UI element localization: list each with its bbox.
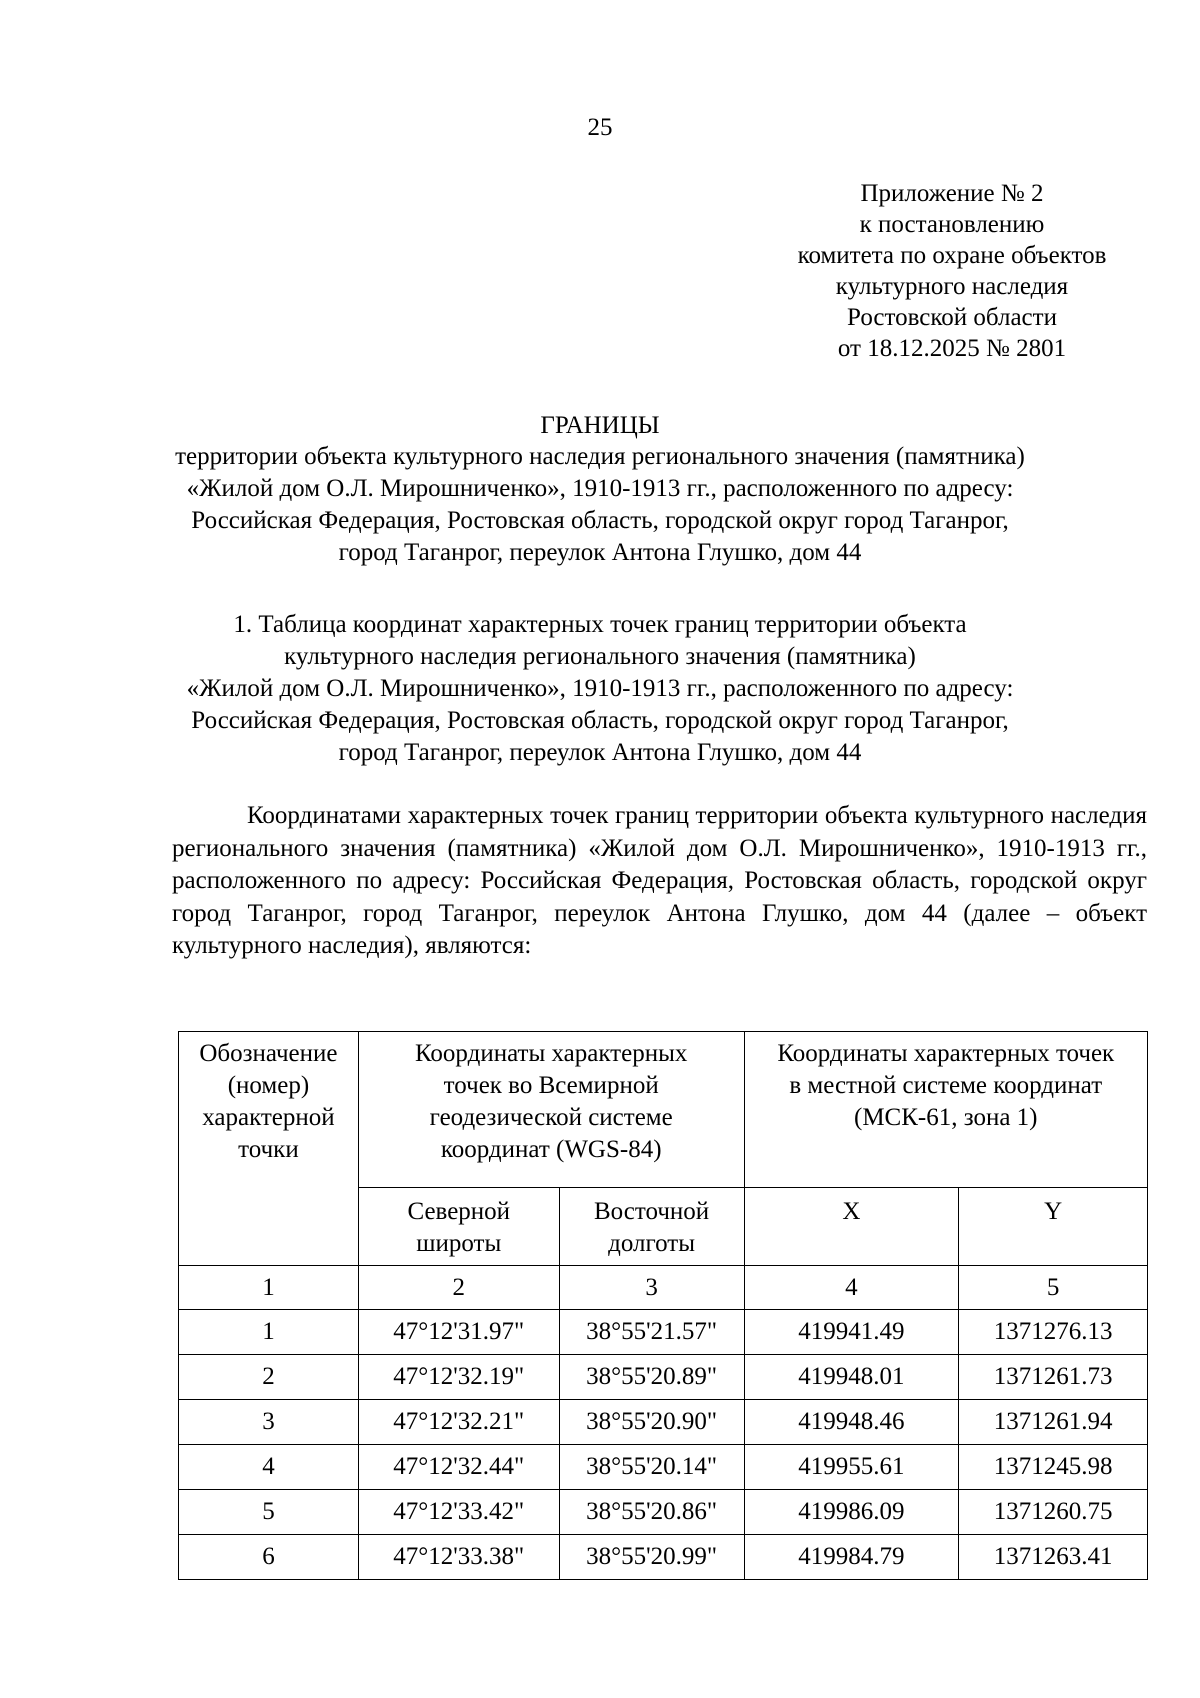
point-number: 2 xyxy=(179,1355,359,1400)
section-heading-line: город Таганрог, переулок Антона Глушко, дом 44 xyxy=(338,739,862,766)
y-coordinate: 1371261.94 xyxy=(959,1400,1148,1445)
point-number: 4 xyxy=(179,1445,359,1490)
east-longitude: 38°55'20.14" xyxy=(559,1445,744,1490)
intro-paragraph: Координатами характерных точек границ территории объекта культурного наследия регионального значения (памятника) «Жилой дом О.Л. Мирошниченко», 1910-1913 гг., расположенного по адресу: Российская Федерация, Ростовская область, городской округ город Таганрог, город Таганрог, переулок Антона Глушко, дом 44 (далее – объект культурного наследия), являются: xyxy=(172,802,1147,959)
appendix-line: комитета по охране объектов xyxy=(797,242,1107,269)
column-number-row xyxy=(179,1266,1148,1310)
appendix-line: от 18.12.2025 № 2801 xyxy=(837,335,1067,362)
north-latitude: 47°12'31.97" xyxy=(358,1310,559,1355)
table-header-row xyxy=(179,1032,1148,1188)
appendix-line: к постановлению xyxy=(859,211,1045,238)
east-longitude: 38°55'20.99" xyxy=(559,1535,744,1580)
north-latitude: 47°12'32.21" xyxy=(358,1400,559,1445)
appendix-line: Приложение № 2 xyxy=(860,180,1044,207)
header-wgs84: Координаты характерных точек во Всемирной геодезической системе координат (WGS-84) xyxy=(358,1032,744,1188)
y-coordinate: 1371276.13 xyxy=(959,1310,1148,1355)
table-row xyxy=(179,1535,1148,1580)
section-heading-line: Российская Федерация, Ростовская область, городской округ город Таганрог, xyxy=(191,707,1009,734)
subtitle-line: Российская Федерация, Ростовская область, городской округ город Таганрог, xyxy=(191,507,1009,534)
y-coordinate: 1371260.75 xyxy=(959,1490,1148,1535)
north-latitude: 47°12'32.19" xyxy=(358,1355,559,1400)
east-longitude: 38°55'20.86" xyxy=(559,1490,744,1535)
section-heading xyxy=(150,609,1050,769)
subtitle-line: территории объекта культурного наследия регионального значения (памятника) xyxy=(175,443,1025,470)
x-coordinate: 419955.61 xyxy=(744,1445,959,1490)
x-coordinate: 419948.46 xyxy=(744,1400,959,1445)
y-coordinate: 1371263.41 xyxy=(959,1535,1148,1580)
column-number: 5 xyxy=(959,1266,1148,1310)
header-x: X xyxy=(744,1188,959,1266)
point-number: 3 xyxy=(179,1400,359,1445)
column-number: 3 xyxy=(559,1266,744,1310)
point-number: 1 xyxy=(179,1310,359,1355)
section-heading-line: 1. Таблица координат характерных точек границ территории объекта xyxy=(233,611,967,638)
header-y: Y xyxy=(959,1188,1148,1266)
x-coordinate: 419986.09 xyxy=(744,1490,959,1535)
point-number: 6 xyxy=(179,1535,359,1580)
subtitle-line: город Таганрог, переулок Антона Глушко, дом 44 xyxy=(338,539,862,566)
document-subtitle xyxy=(150,441,1050,569)
appendix-block xyxy=(752,178,1152,364)
table-row xyxy=(179,1400,1148,1445)
appendix-line: Ростовской области xyxy=(847,304,1057,331)
column-number: 4 xyxy=(744,1266,959,1310)
x-coordinate: 419984.79 xyxy=(744,1535,959,1580)
header-designation: Обозначение (номер) характерной точки xyxy=(179,1032,359,1266)
column-number: 1 xyxy=(179,1266,359,1310)
east-longitude: 38°55'20.90" xyxy=(559,1400,744,1445)
north-latitude: 47°12'33.42" xyxy=(358,1490,559,1535)
x-coordinate: 419948.01 xyxy=(744,1355,959,1400)
page-number: 25 xyxy=(587,114,613,141)
document-title: ГРАНИЦЫ xyxy=(540,412,660,439)
east-longitude: 38°55'21.57" xyxy=(559,1310,744,1355)
east-longitude: 38°55'20.89" xyxy=(559,1355,744,1400)
header-north-latitude: Северной широты xyxy=(358,1188,559,1266)
y-coordinate: 1371245.98 xyxy=(959,1445,1148,1490)
table-row xyxy=(179,1310,1148,1355)
table-row xyxy=(179,1445,1148,1490)
x-coordinate: 419941.49 xyxy=(744,1310,959,1355)
header-east-longitude: Восточной долготы xyxy=(559,1188,744,1266)
point-number: 5 xyxy=(179,1490,359,1535)
y-coordinate: 1371261.73 xyxy=(959,1355,1148,1400)
north-latitude: 47°12'33.38" xyxy=(358,1535,559,1580)
coordinates-table xyxy=(178,1031,1148,1580)
section-heading-line: культурного наследия регионального значения (памятника) xyxy=(284,643,916,670)
header-msk61: Координаты характерных точек в местной системе координат (МСК-61, зона 1) xyxy=(744,1032,1147,1188)
section-heading-line: «Жилой дом О.Л. Мирошниченко», 1910-1913 гг., расположенного по адресу: xyxy=(186,675,1014,702)
table-row xyxy=(179,1355,1148,1400)
table-row xyxy=(179,1490,1148,1535)
column-number: 2 xyxy=(358,1266,559,1310)
north-latitude: 47°12'32.44" xyxy=(358,1445,559,1490)
appendix-line: культурного наследия xyxy=(835,273,1069,300)
subtitle-line: «Жилой дом О.Л. Мирошниченко», 1910-1913 гг., расположенного по адресу: xyxy=(186,475,1014,502)
